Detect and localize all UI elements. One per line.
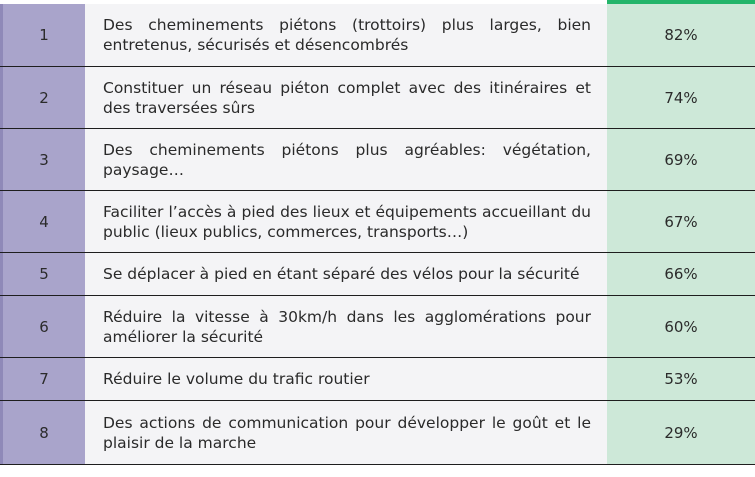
percent-cell: 82% [607, 4, 755, 66]
table-row [0, 191, 755, 253]
percent-cell: 53% [607, 358, 755, 400]
rank-cell: 2 [0, 67, 85, 128]
percent-cell: 29% [607, 401, 755, 464]
percent-cell: 66% [607, 253, 755, 295]
table-row [0, 358, 755, 401]
measure-text-cell: Des cheminements piétons plus agréables: végétation, paysage… [85, 129, 607, 190]
measure-text-cell: Faciliter l’accès à pied des lieux et équipements accueillant du public (lieux publics, commerces, transports…) [85, 191, 607, 252]
percent-cell: 60% [607, 296, 755, 357]
table-row [0, 296, 755, 358]
measure-text-cell: Réduire le volume du trafic routier [85, 358, 607, 400]
percent-cell: 67% [607, 191, 755, 252]
measure-text-cell: Se déplacer à pied en étant séparé des vélos pour la sécurité [85, 253, 607, 295]
percent-cell: 69% [607, 129, 755, 190]
table-row [0, 67, 755, 129]
rank-cell: 1 [0, 4, 85, 66]
measure-text-cell: Des cheminements piétons (trottoirs) plus larges, bien entretenus, sécurisés et désencombrés [85, 4, 607, 66]
rank-cell: 5 [0, 253, 85, 295]
rank-cell: 6 [0, 296, 85, 357]
measure-text-cell: Des actions de communication pour développer le goût et le plaisir de la marche [85, 401, 607, 464]
table-row [0, 4, 755, 67]
measure-text-cell: Constituer un réseau piéton complet avec des itinéraires et des traversées sûrs [85, 67, 607, 128]
rank-cell: 4 [0, 191, 85, 252]
table-row [0, 401, 755, 465]
measure-text-cell: Réduire la vitesse à 30km/h dans les agglomérations pour améliorer la sécurité [85, 296, 607, 357]
rank-cell: 8 [0, 401, 85, 464]
rank-cell: 3 [0, 129, 85, 190]
table-body [0, 4, 755, 465]
percent-cell: 74% [607, 67, 755, 128]
rank-cell: 7 [0, 358, 85, 400]
table-row [0, 253, 755, 296]
table-row [0, 129, 755, 191]
